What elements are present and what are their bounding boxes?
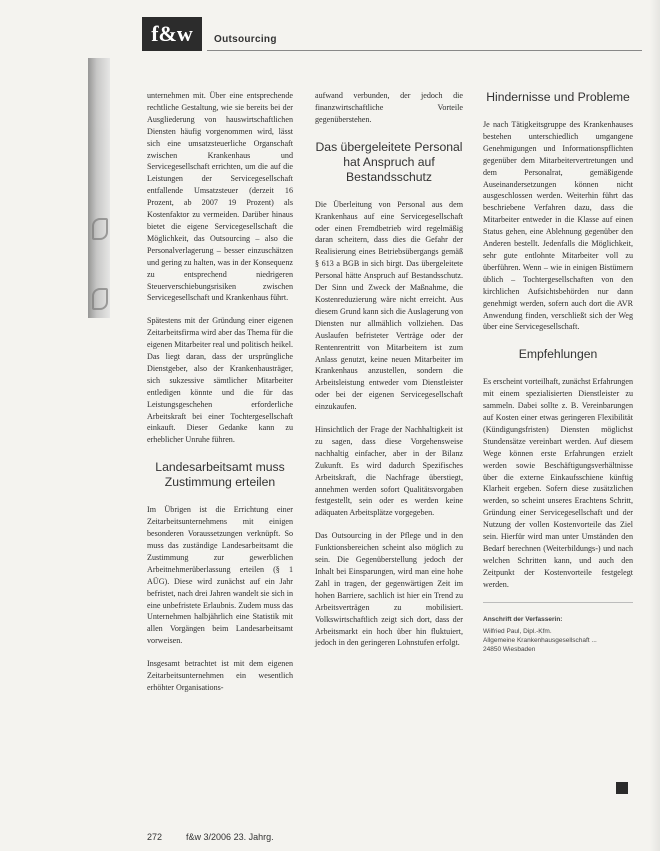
- photo-detail: [92, 218, 108, 240]
- paragraph: Insgesamt betrachtet ist mit dem eigenen Zeitarbeitsunternehmen ein wesentlich erhöhter Organisations-: [147, 659, 293, 692]
- paragraph: Je nach Tätigkeitsgruppe des Krankenhauses bestehen unterschiedlich umgangene Genehmigungen und Informationspflichten gegenüber dem Mitarbeitervertretungen und dem Personalrat, gemäßigende Auseinandersetzungen können nicht ausgeschlossen werden. Weiterhin führt das beschriebene Verfahren dazu, dass die Mitarbeiter entweder in die Klasse auf einen Status gehen, eine Ablehnung gegenüber den Anderen bestellt. Jedenfalls die Möglichkeit, sehr gute entlohnte Mitarbeiter voll zu überführen. Wenn – wie in einigen Bistümern üblich – Tochtergesellschaften von den kirchlichen Aufsichtsbehörden nur dann genehmigt werden, sofern auch dort die AVR Anwendung finden, verschließt sich der Weg über eine Servicegesellschaft.: [483, 120, 633, 332]
- paragraph: unternehmen mit. Über eine entsprechende rechtliche Gestaltung, wie sie bereits bei der Ausgliederung von hauswirtschaftlichen Diensten häufig vorgenommen wird, lässt sich eine umsatzsteuerliche Organschaft zwischen Krankenhaus und Servicegesellschaft errichten, um die auf die Leistungen der Servicegesellschaft entfallende Umsatzsteuer (derzeit 16 Prozent, ab 2007 19 Prozent) als Kostenfaktor zu vermeiden. Darüber hinaus bietet die eigene Servicegesellschaft die Möglichkeit, das Outsourcing – also die Personalverlagerung – besser einzuschätzen und gering zu halten, was in der Konsequenz zu entsprechend niedrigeren Steuerverschiebungsrisiken zwischen Servicegesellschaft und Krankenhaus führt.: [147, 91, 293, 303]
- paragraph: Es erscheint vorteilhaft, zunächst Erfahrungen mit einem spezialisierten Dienstleister zu sammeln. Dabei sollte z. B. Vereinbarungen auf Kosten einer etwas geringeren Flexibilität (Kündigungsfristen) Diensten möglichst Stundensätze vereinbart werden. Auf diesem Wege können erste Erfahrungen erzielt werden sowie Beschäftigungsverhältnisse über die externe Einkaufsschiene künftig Klarheit ergeben. Sofern diese zusätzlichen werden, so scheint unseres Erachtens Schritt, Gründung einer Servicegesellschaft und der Nutzung der vollen Kostenvorteile das Ziel sein. Hierfür wird man unter Umständen den Bedarf berechnen (Weiterbildungs-) und nach welchen Schritten kann, und auch den Zeitpunkt der Kostenvorteile festgelegt werden.: [483, 377, 633, 589]
- author-name: Wilfried Paul, Dipl.-Kfm.: [483, 627, 552, 635]
- photo-strip: [88, 58, 110, 318]
- page-footer: [147, 832, 274, 842]
- paragraph: Spätestens mit der Gründung einer eigenen Zeitarbeitsfirma wird aber das Thema für die eigenen Mitarbeiter real und politisch heikel. Das liegt daran, dass der ursprüngliche Dienstgeber, also der Krankenhausträger, sich sukzessive sämtlicher Mitarbeiter entledigen könnte und die für das Leistungsgeschehen erforderliche Arbeitskraft bei einer Tochtergesellschaft einkauft. Dieser Gedanke kann zu erheblicher Unruhe führen.: [147, 316, 293, 445]
- page-number: 272: [147, 832, 163, 842]
- paragraph: Die Überleitung von Personal aus dem Krankenhaus auf eine Servicegesellschaft oder einen Fremdbetrieb wird regelmäßig daran scheitern, dass dies die Gefahr der Realisierung eines Betriebsübergangs gemäß § 613 a BGB in sich birgt. Das übergeleitete Personal hätte Anspruch auf Bestandsschutz. Der Sinn und Zweck der Maßnahme, die Kostenreduzierung wäre nicht erreicht. Aus diesem Grund kann sich die Auslagerung von Diensten nur allmählich vollziehen. Das Auslaufen befristeter Verträge oder der Rentenrentritt von Mitarbeitern ist zum Anlass genutzt, keine neuen Mitarbeiter im Krankenhaus anzustellen, sondern die Arbeitsleistung entweder vom Dienstleister oder bei der eigenen Servicegesellschaft einzukaufen.: [315, 199, 463, 412]
- issue-info: f&w 3/2006 23. Jahrg.: [186, 832, 274, 842]
- photo-detail: [92, 288, 108, 310]
- divider: [483, 602, 633, 603]
- column-3: [483, 90, 633, 654]
- magazine-logo: f&w: [142, 17, 202, 51]
- paragraph: Hinsichtlich der Frage der Nachhaltigkeit ist zu sagen, dass diese Vorgehensweise nachhaltig einfacher, aber in der Bilanz Zukunft. Es wird dadurch Spezifisches Arbeitskraft, die Nachfrage überstiegt, annehmen werden sofort Qualitätsvorgaben festgestellt, sein oder es werden keine adäquaten Arbeitsplätze vorgegeben.: [315, 425, 463, 518]
- paragraph: aufwand verbunden, der jedoch die finanzwirtschaftliche Vorteile gegenüberstehen.: [315, 91, 463, 124]
- paragraph: Das Outsourcing in der Pflege und in den Funktionsbereichen scheint also möglich zu sein. Die Gegenüberstellung jedoch der Inhalt bei Einsparungen, wird man eine hohe Zahl in tragen, der gegenwärtigen Zeit im hohen Barriere, sachlich ist hier ein Trend zu Arbeitsverträgen zu mobilisiert. Volkswirtschaftlich zeigt sich dort, dass der Arbeitsmarkt ein hoch über hin fluktuiert, jedoch in den geringeren Lohnstufen erfolgt.: [315, 531, 463, 648]
- subheading: Das übergeleitete Personal hat Anspruch auf Bestandsschutz: [315, 139, 463, 184]
- section-title: Outsourcing: [214, 34, 277, 45]
- author-box: [483, 615, 633, 654]
- subheading: Hindernisse und Probleme: [486, 90, 630, 104]
- paragraph: Im Übrigen ist die Errichtung einer Zeitarbeitsunternehmens mit einigen besonderen Voraussetzungen verknüpft. So muss das zuständige Landesarbeitsamt die Zustimmung zur gewerblichen Arbeitnehmerüberlassung erteilen (§ 1 AÜG). Diese wird zunächst auf ein Jahr befristet, nach drei Jahren wandelt sie sich in eine unbefristete Erlaubnis. Zudem muss das Unternehmen halbjährlich eine Statistik mit allen Vorgängen beim Landesarbeitsamt vorweisen.: [147, 505, 293, 646]
- author-city: 24850 Wiesbaden: [483, 645, 536, 653]
- column-2: [315, 90, 463, 660]
- subheading: Landesarbeitsamt muss Zustimmung erteilen: [155, 460, 285, 490]
- header-rule: [207, 50, 642, 51]
- subheading: Empfehlungen: [518, 347, 598, 362]
- column-1: [147, 90, 293, 705]
- author-label: Anschrift der Verfasserin:: [483, 615, 563, 623]
- end-mark: [616, 782, 628, 794]
- page-edge-shadow: [650, 0, 660, 851]
- author-org: Allgemeine Krankenhausgesellschaft ...: [483, 636, 597, 644]
